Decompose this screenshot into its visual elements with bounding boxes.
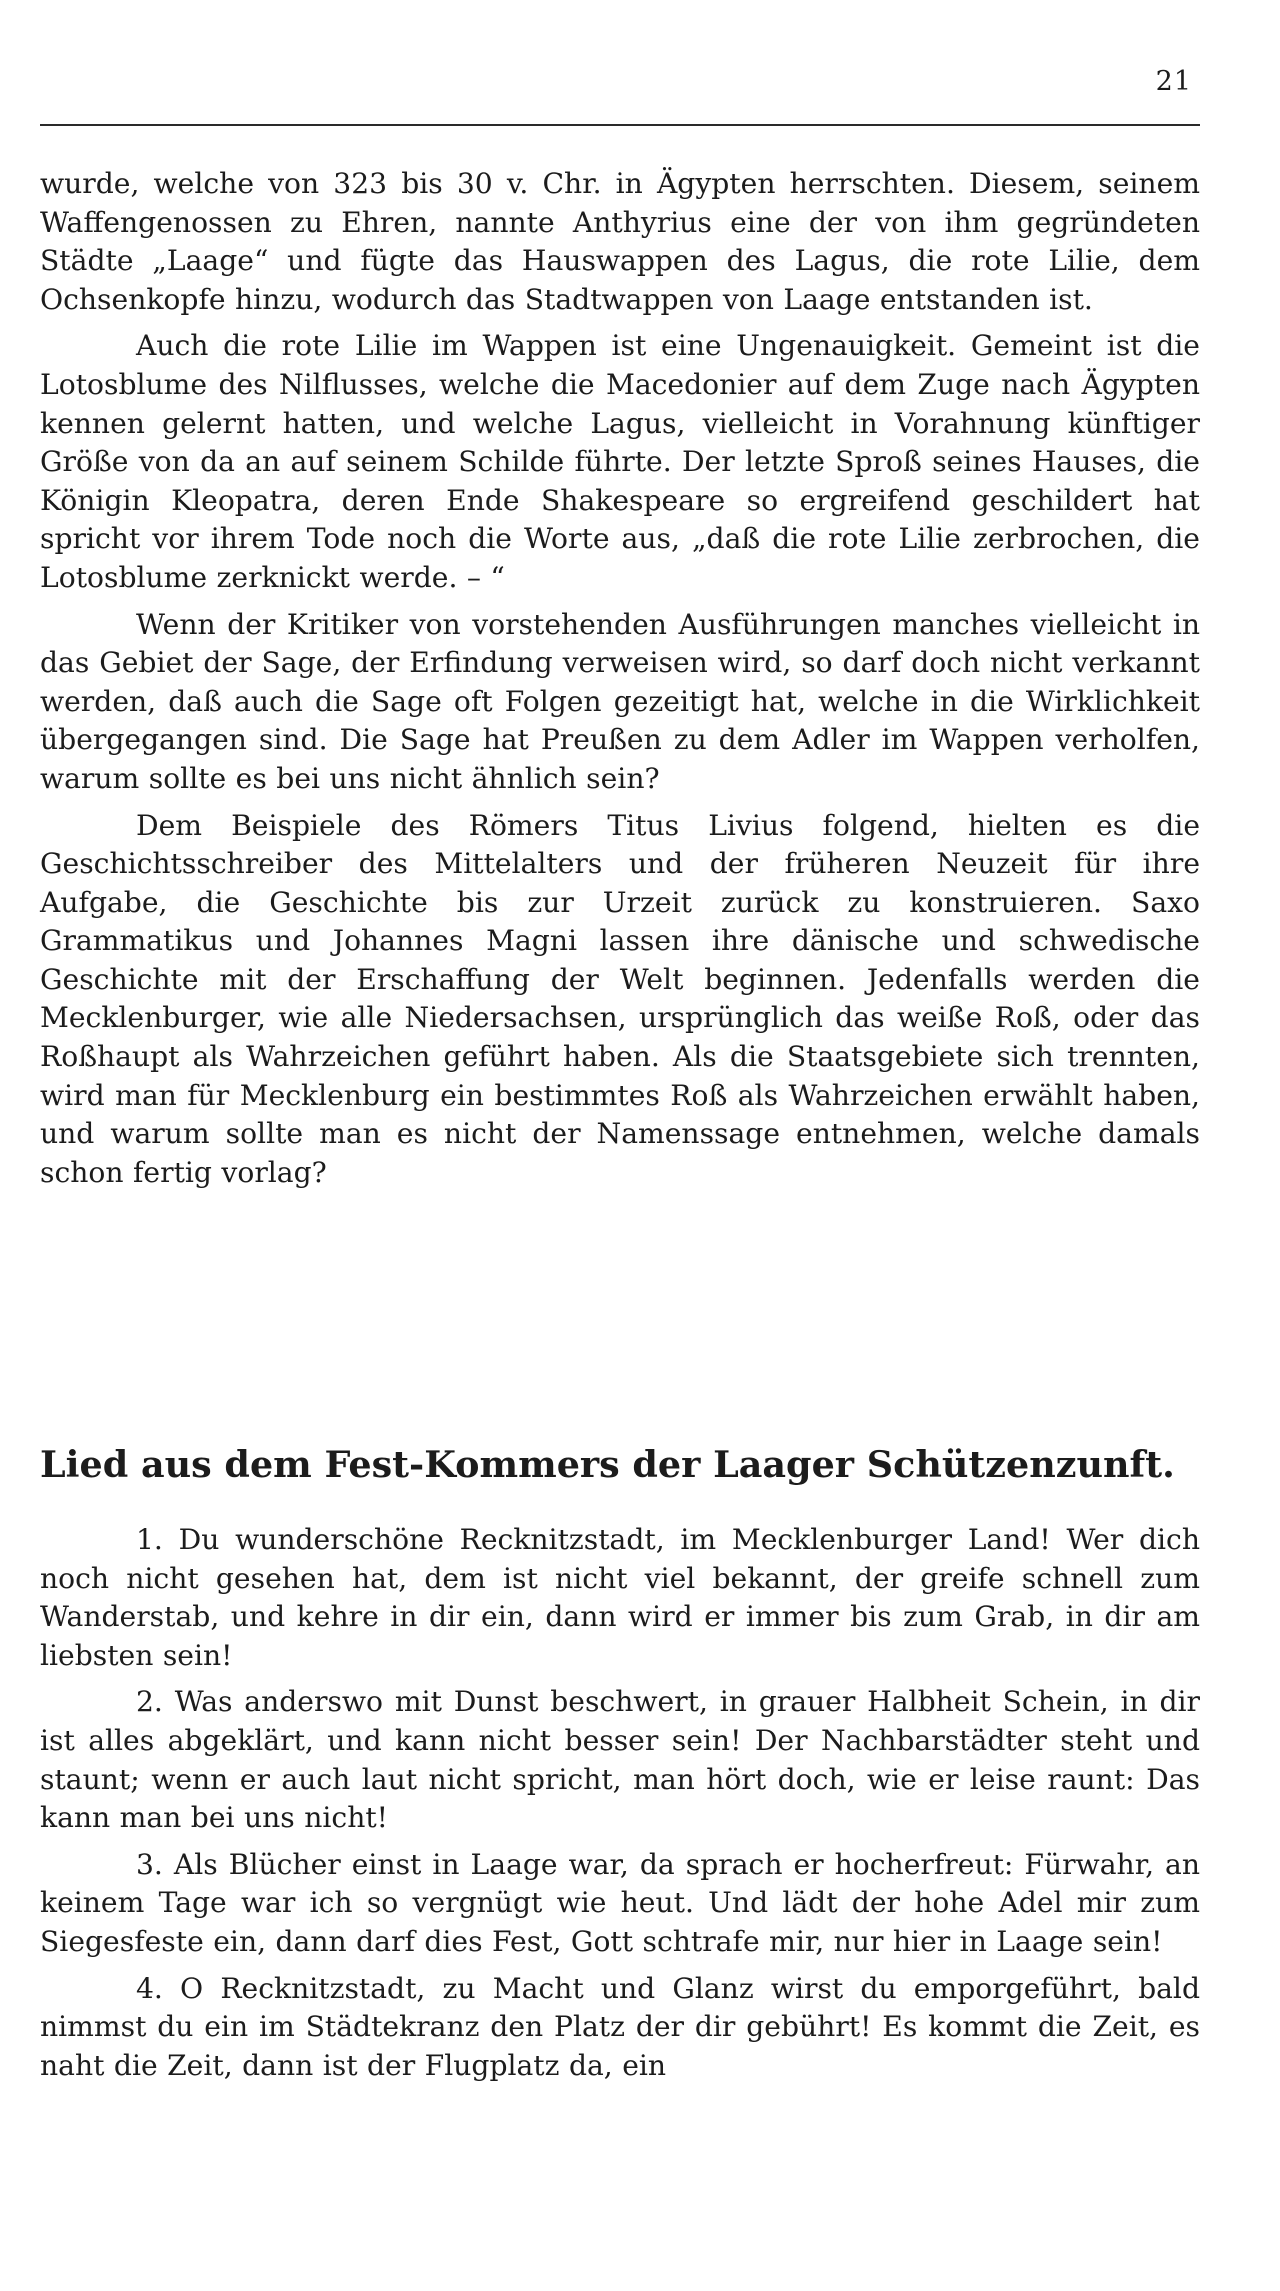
paragraph-historians: Dem Beispiele des Römers Titus Livius folgend, hielten es die Geschichtsschreiber des Mittelalters und der früheren Neuzeit für ihre Aufgabe, die Geschichte bis zur Urzeit zurück zu konstruieren. Saxo Grammatikus und Johannes Magni lassen ihre dänische und schwedische Geschichte mit der Erschaffung der Welt beginnen. Jedenfalls werden die Mecklenburger, wie alle Niedersachsen, ursprünglich das weiße Roß, oder das Roßhaupt als Wahrzeichen geführt haben. Als die Staatsgebiete sich trennten, wird man für Mecklenburg ein bestimmtes Roß als Wahrzeichen erwählt haben, und warum sollte man es nicht der Namenssage entnehmen, welche damals schon fertig vorlag? (40, 808, 1200, 1189)
verse-3: 3. Als Blücher einst in Laage war, da sprach er hocherfreut: Fürwahr, an keinem Tage war ich so vergnügt wie heut. Und lädt der hohe Adel mir zum Siegesfeste ein, dann darf dies Fest, Gott schtrafe mir, nur hier in Laage sein! (40, 1847, 1200, 1958)
paragraph-continuation: wurde, welche von 323 bis 30 v. Chr. in Ägypten herrschten. Diesem, seinem Waffengenossen zu Ehren, nannte Anthyrius eine der von ihm gegründeten Städte „Laage“ und fügte das Hauswappen des Lagus, die rote Lilie, dem Ochsenkopfe hinzu, wodurch das Stadtwappen von Laage entstanden ist. (40, 167, 1200, 316)
paragraph-lotus: Auch die rote Lilie im Wappen ist eine Ungenauigkeit. Gemeint ist die Lotosblume des Nilflusses, welche die Macedonier auf dem Zuge nach Ägypten kennen gelernt hatten, und welche Lagus, vielleicht in Vorahnung künftiger Größe von da an auf seinem Schilde führte. Der letzte Sproß seines Hauses, die Königin Kleopatra, deren Ende Shakespeare so ergreifend geschildert hat spricht vor ihrem Tode noch die Worte aus, „daß die rote Lilie zerbrochen, die Lotosblume zerknickt werde. – “ (40, 329, 1200, 594)
book-page (40, 0, 1200, 2291)
paragraph-critic: Wenn der Kritiker von vorstehenden Ausführungen manches vielleicht in das Gebiet der Sage, der Erfindung verweisen wird, so darf doch nicht verkannt werden, daß auch die Sage oft Folgen gezeitigt hat, welche in die Wirklichkeit übergegangen sind. Die Sage hat Preußen zu dem Adler im Wappen verholfen, warum sollte es bei uns nicht ähnlich sein? (40, 607, 1200, 795)
verse-4: 4. O Recknitzstadt, zu Macht und Glanz wirst du emporgeführt, bald nimmst du ein im Städtekranz den Platz der dir gebührt! Es kommt die Zeit, es naht die Zeit, dann ist der Flugplatz da, ein (40, 1971, 1200, 2082)
song-verses (40, 1521, 1200, 2085)
song-heading: Lied aus dem Fest-Kommers der Laager Schützenzunft. (40, 1443, 1175, 1486)
header-rule (40, 124, 1200, 126)
page-number: 21 (1155, 66, 1192, 97)
verse-2: 2. Was anderswo mit Dunst beschwert, in grauer Halbheit Schein, in dir ist alles abgeklärt, und kann nicht besser sein! Der Nachbarstädter steht und staunt; wenn er auch laut nicht spricht, man hört doch, wie er leise raunt: Das kann man bei uns nicht! (40, 1685, 1200, 1835)
verse-1: 1. Du wunderschöne Recknitzstadt, im Mecklenburger Land! Wer dich noch nicht gesehen hat, dem ist nicht viel bekannt, der greife schnell zum Wanderstab, und kehre in dir ein, dann wird er immer bis zum Grab, in dir am liebsten sein! (40, 1523, 1200, 1672)
body-text (40, 165, 1200, 1192)
